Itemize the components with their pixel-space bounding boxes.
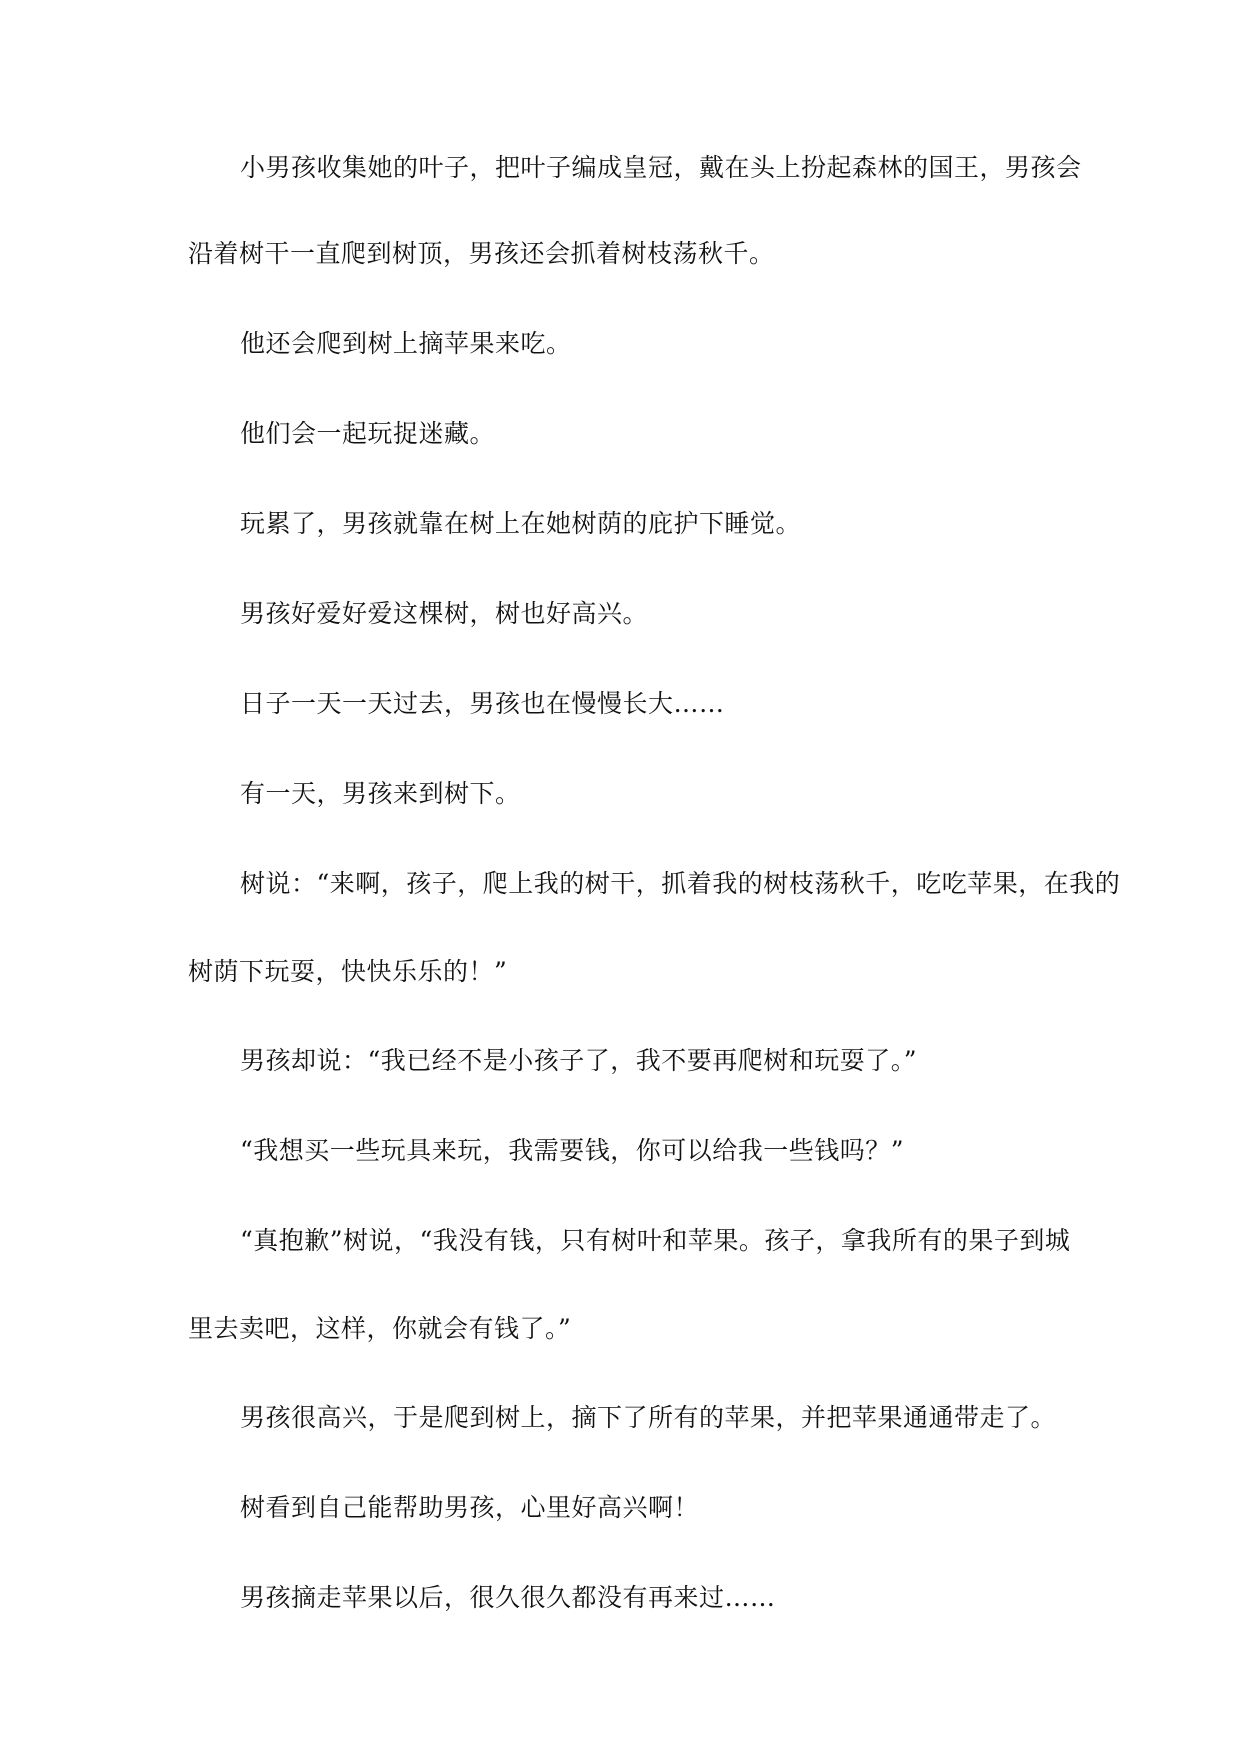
text-line-4: 他们会一起玩捉迷藏。	[240, 419, 496, 448]
text-line-6: 男孩好爱好爱这棵树，树也好高兴。	[240, 599, 649, 628]
text-line-5: 玩累了，男孩就靠在树上在她树荫的庇护下睡觉。	[240, 509, 802, 538]
text-line-11: 男孩却说：“我已经不是小孩子了，我不要再爬树和玩耍了。”	[240, 1046, 918, 1075]
text-line-2: 沿着树干一直爬到树顶，男孩还会抓着树枝荡秋千。	[188, 239, 775, 268]
text-line-10: 树荫下玩耍，快快乐乐的！”	[188, 957, 508, 986]
text-line-3: 他还会爬到树上摘苹果来吃。	[240, 329, 572, 358]
text-line-17: 男孩摘走苹果以后，很久很久都没有再来过……	[240, 1583, 776, 1612]
text-line-15: 男孩很高兴，于是爬到树上，摘下了所有的苹果，并把苹果通通带走了。	[240, 1403, 1057, 1432]
text-line-7: 日子一天一天过去，男孩也在慢慢长大……	[240, 689, 725, 718]
text-line-13: “真抱歉”树说，“我没有钱，只有树叶和苹果。孩子，拿我所有的果子到城	[240, 1226, 1071, 1255]
text-line-16: 树看到自己能帮助男孩，心里好高兴啊！	[240, 1493, 700, 1522]
text-line-1: 小男孩收集她的叶子，把叶子编成皇冠，戴在头上扮起森林的国王，男孩会	[240, 153, 1082, 182]
text-line-9: 树说：“来啊，孩子，爬上我的树干，抓着我的树枝荡秋千，吃吃苹果，在我的	[240, 869, 1121, 898]
text-line-8: 有一天，男孩来到树下。	[240, 779, 521, 808]
text-line-14: 里去卖吧，这样，你就会有钱了。”	[188, 1314, 572, 1343]
text-line-12: “我想买一些玩具来玩，我需要钱，你可以给我一些钱吗？”	[240, 1136, 905, 1165]
